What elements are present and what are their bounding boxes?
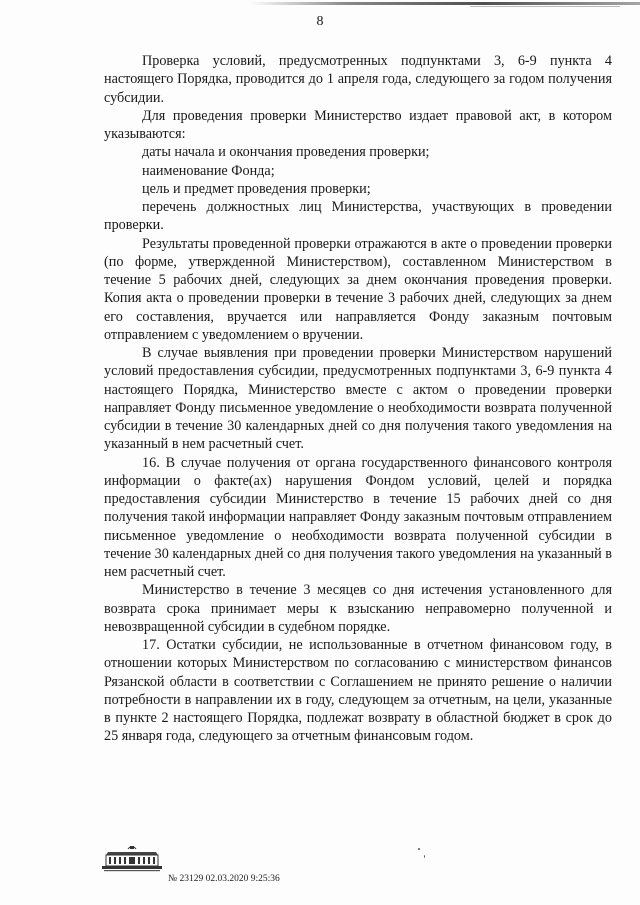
list-item-dates: даты начала и окончания проведения проверки; [142, 144, 430, 161]
paragraph-item-17: 17. Остатки субсидии, не использованные в отчетном финансовом году, в отношении которых Министерством по согласованию с министерством финансов Рязанской области в соответствии с Соглашением не принято решение о наличии потребности в направлении их в году, следующем за отчетным, на цели, указанные в пункте 2 настоящего Порядка, подлежат возврату в областной бюджет в срок до 25 января года, следующего за отчетным финансовым годом. [104, 637, 612, 745]
paragraph-item-16: 16. В случае получения от органа государственного финансового контроля информации о факте(ах) нарушения Фондом условий, целей и порядка предоставления субсидии Министерство в течение 15 рабочих дней со дня получения такой информации направляет Фонду заказным почтовым отправлением письменное уведомление о необходимости возврата полученной субсидии в течение 30 календарных дней со дня получения такого уведомления на указанный в нем расчетный счет. [104, 454, 612, 580]
scan-speck [424, 855, 425, 858]
scan-artifact-line [250, 2, 640, 5]
list-item-officials: перечень должностных лиц Министерства, участвующих в проведении проверки. [104, 199, 612, 234]
government-building-icon [100, 843, 164, 873]
paragraph-recovery: Министерство в течение 3 месяцев со дня истечения установленного для возврата срока принимает меры к взысканию неправомерно полученной и невозвращенной субсидии в судебном порядке. [104, 582, 612, 635]
document-body [104, 52, 612, 746]
list-item-purpose: цель и предмет проведения проверки; [142, 180, 371, 197]
scan-speck [418, 848, 420, 850]
list-item-fund-name: наименование Фонда; [142, 162, 275, 179]
scan-artifact-line-secondary [470, 6, 620, 7]
page-number: 8 [316, 14, 324, 29]
paragraph-violations: В случае выявления при проведении проверки Министерством нарушений условий предоставления субсидии, предусмотренных подпунктами 3, 6-9 пункта 4 настоящего Порядка, Министерство вместе с актом о проведении проверки направляет Фонду письменное уведомление о необходимости возврата полученной субсидии в течение 30 календарных дней со дня получения такого уведомления на указанный в нем расчетный счет. [104, 345, 612, 453]
paragraph-legal-act: Для проведения проверки Министерство издает правовой акт, в котором указываются: [104, 107, 612, 142]
paragraph-results-act: Результаты проведенной проверки отражаются в акте о проведении проверки (по форме, утвержденной Министерством), составленном Министерством в течение 5 рабочих дней, следующих за днем окончания проведения проверки. Копия акта о проведении проверки в течение 3 рабочих дней, следующих за днем его составления, вручается или направляется Фонду заказным почтовым отправлением с уведомлением о вручении. [104, 235, 612, 343]
document-registration-code: № 23129 02.03.2020 9:25:36 [168, 874, 280, 884]
paragraph-verification-deadline: Проверка условий, предусмотренных подпунктами 3, 6-9 пункта 4 настоящего Порядка, проводится до 1 апреля года, следующего за годом получения субсидии. [104, 53, 612, 106]
